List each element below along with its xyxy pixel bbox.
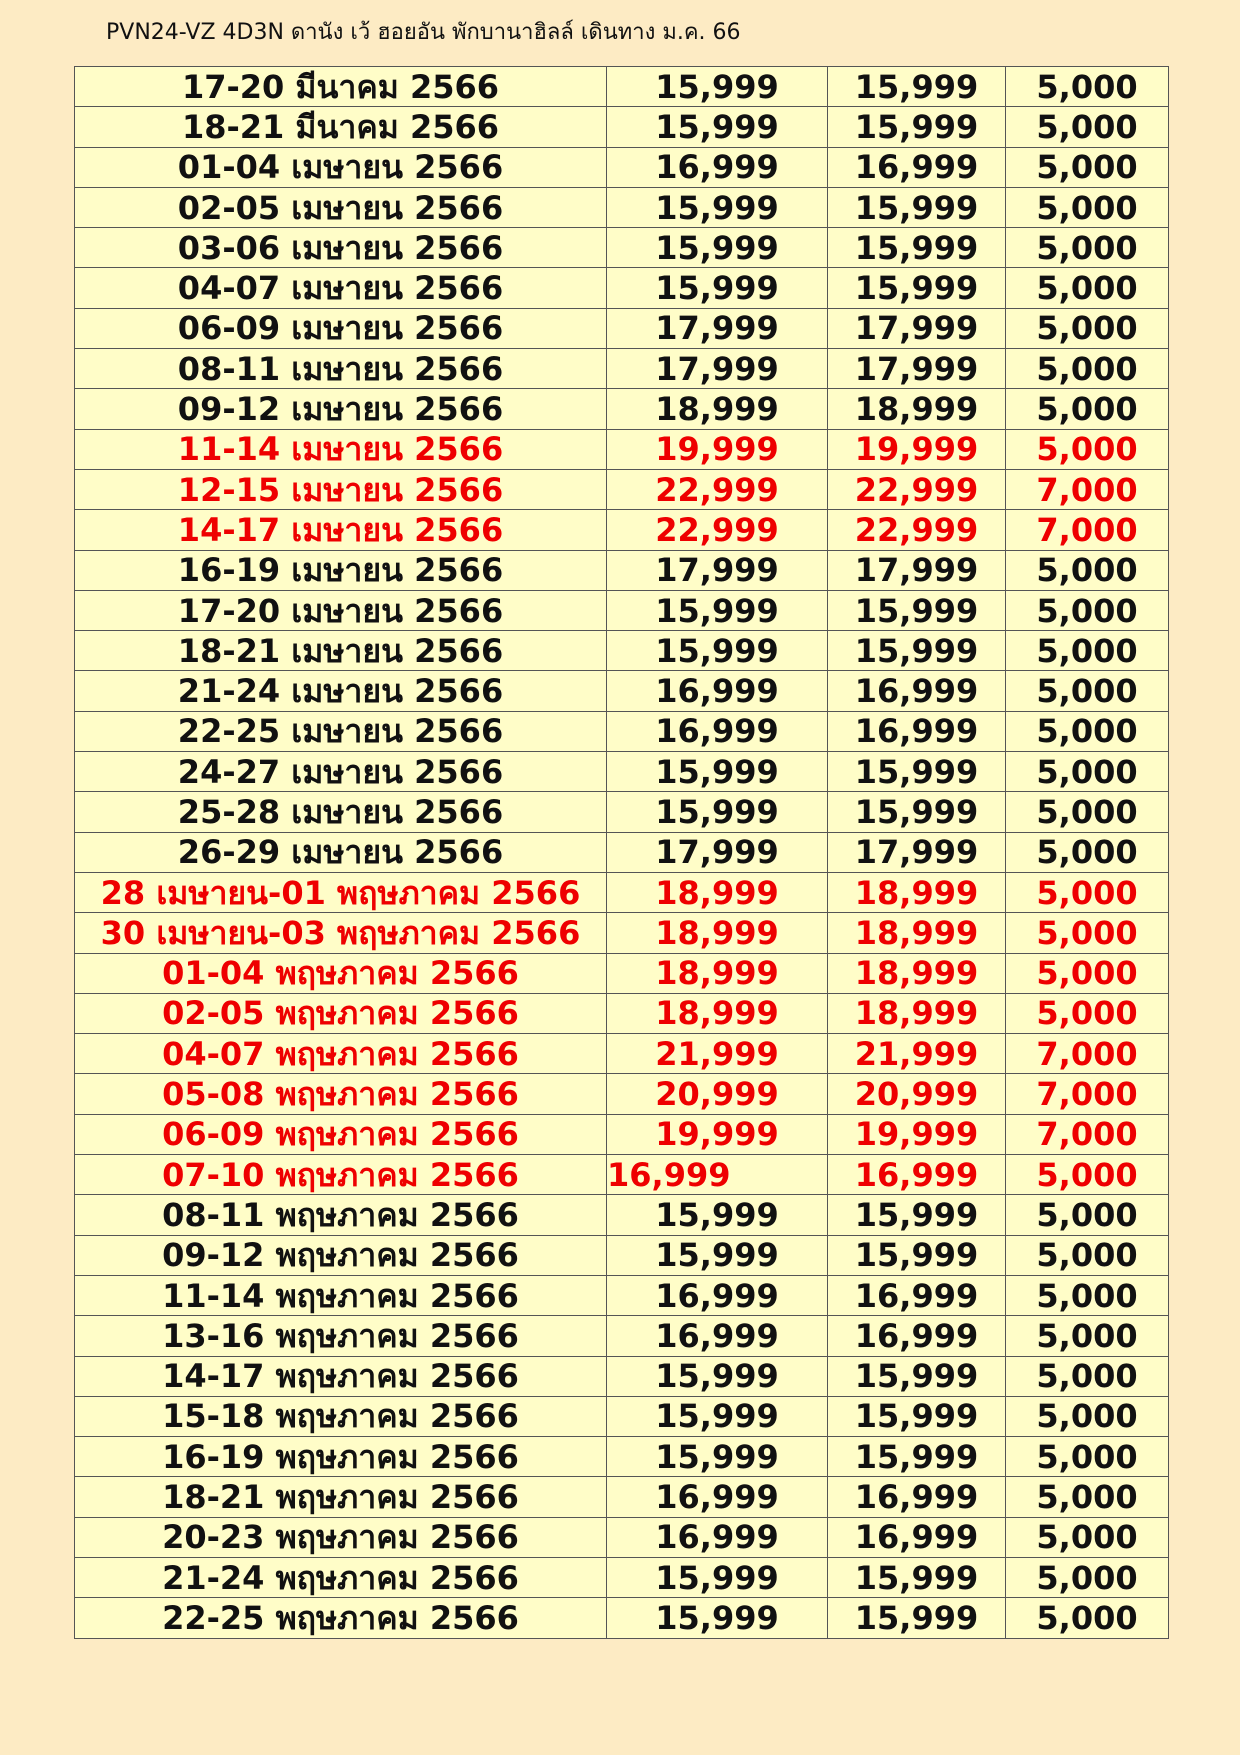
price-cell-3: 5,000 xyxy=(1006,631,1169,671)
price-cell-2: 16,999 xyxy=(828,1316,1006,1356)
table-row xyxy=(75,1557,1169,1597)
price-cell-1: 15,999 xyxy=(607,631,828,671)
price-cell-3: 5,000 xyxy=(1006,389,1169,429)
price-cell-2: 18,999 xyxy=(828,913,1006,953)
price-cell-3: 7,000 xyxy=(1006,469,1169,509)
price-cell-2: 18,999 xyxy=(828,872,1006,912)
departure-date-cell: 06-09 เมษายน 2566 xyxy=(75,308,607,348)
price-cell-2: 19,999 xyxy=(828,429,1006,469)
price-table xyxy=(74,66,1169,1639)
table-row xyxy=(75,510,1169,550)
price-cell-2: 17,999 xyxy=(828,308,1006,348)
table-row xyxy=(75,187,1169,227)
price-cell-1: 16,999 xyxy=(607,1275,828,1315)
table-row xyxy=(75,993,1169,1033)
price-cell-2: 15,999 xyxy=(828,1557,1006,1597)
price-cell-1: 15,999 xyxy=(607,107,828,147)
price-cell-2: 18,999 xyxy=(828,993,1006,1033)
price-cell-1: 22,999 xyxy=(607,510,828,550)
price-cell-3: 7,000 xyxy=(1006,1074,1169,1114)
departure-date-cell: 28 เมษายน-01 พฤษภาคม 2566 xyxy=(75,872,607,912)
price-cell-1: 17,999 xyxy=(607,349,828,389)
table-row xyxy=(75,913,1169,953)
departure-date-cell: 18-21 พฤษภาคม 2566 xyxy=(75,1477,607,1517)
departure-date-cell: 11-14 พฤษภาคม 2566 xyxy=(75,1275,607,1315)
price-cell-3: 5,000 xyxy=(1006,752,1169,792)
table-row xyxy=(75,349,1169,389)
departure-date-cell: 21-24 พฤษภาคม 2566 xyxy=(75,1557,607,1597)
departure-date-cell: 04-07 เมษายน 2566 xyxy=(75,268,607,308)
price-cell-2: 15,999 xyxy=(828,228,1006,268)
price-cell-1: 15,999 xyxy=(607,1235,828,1275)
price-cell-1: 22,999 xyxy=(607,469,828,509)
price-cell-2: 15,999 xyxy=(828,187,1006,227)
table-row xyxy=(75,1356,1169,1396)
price-cell-1: 19,999 xyxy=(607,1114,828,1154)
price-cell-1: 16,999 xyxy=(607,671,828,711)
price-cell-2: 19,999 xyxy=(828,1114,1006,1154)
price-cell-2: 15,999 xyxy=(828,1195,1006,1235)
price-cell-3: 5,000 xyxy=(1006,993,1169,1033)
price-cell-1: 15,999 xyxy=(607,228,828,268)
departure-date-cell: 17-20 มีนาคม 2566 xyxy=(75,67,607,107)
departure-date-cell: 14-17 พฤษภาคม 2566 xyxy=(75,1356,607,1396)
table-row xyxy=(75,671,1169,711)
departure-date-cell: 01-04 พฤษภาคม 2566 xyxy=(75,953,607,993)
price-cell-1: 17,999 xyxy=(607,308,828,348)
table-row xyxy=(75,1155,1169,1195)
departure-date-cell: 04-07 พฤษภาคม 2566 xyxy=(75,1034,607,1074)
price-cell-3: 5,000 xyxy=(1006,1235,1169,1275)
price-cell-1: 18,999 xyxy=(607,872,828,912)
price-cell-2: 15,999 xyxy=(828,268,1006,308)
price-cell-2: 17,999 xyxy=(828,349,1006,389)
price-cell-2: 15,999 xyxy=(828,590,1006,630)
price-cell-3: 5,000 xyxy=(1006,187,1169,227)
departure-date-cell: 09-12 พฤษภาคม 2566 xyxy=(75,1235,607,1275)
departure-date-cell: 05-08 พฤษภาคม 2566 xyxy=(75,1074,607,1114)
table-row xyxy=(75,1517,1169,1557)
price-cell-1: 16,999 xyxy=(607,1517,828,1557)
price-cell-2: 15,999 xyxy=(828,1356,1006,1396)
price-cell-3: 5,000 xyxy=(1006,429,1169,469)
price-cell-3: 5,000 xyxy=(1006,590,1169,630)
price-cell-1: 16,999 xyxy=(607,147,828,187)
departure-date-cell: 25-28 เมษายน 2566 xyxy=(75,792,607,832)
departure-date-cell: 09-12 เมษายน 2566 xyxy=(75,389,607,429)
price-cell-1: 19,999 xyxy=(607,429,828,469)
price-cell-1: 15,999 xyxy=(607,752,828,792)
price-cell-1: 18,999 xyxy=(607,993,828,1033)
price-cell-3: 5,000 xyxy=(1006,1437,1169,1477)
price-cell-2: 16,999 xyxy=(828,711,1006,751)
table-row xyxy=(75,147,1169,187)
departure-date-cell: 17-20 เมษายน 2566 xyxy=(75,590,607,630)
table-row xyxy=(75,429,1169,469)
price-cell-3: 5,000 xyxy=(1006,1275,1169,1315)
departure-date-cell: 21-24 เมษายน 2566 xyxy=(75,671,607,711)
price-cell-3: 5,000 xyxy=(1006,1598,1169,1638)
price-cell-2: 15,999 xyxy=(828,1598,1006,1638)
price-cell-1: 20,999 xyxy=(607,1074,828,1114)
price-cell-3: 5,000 xyxy=(1006,1316,1169,1356)
price-cell-2: 15,999 xyxy=(828,107,1006,147)
table-row xyxy=(75,268,1169,308)
price-cell-1: 17,999 xyxy=(607,832,828,872)
table-row xyxy=(75,67,1169,107)
price-cell-3: 5,000 xyxy=(1006,107,1169,147)
price-cell-3: 5,000 xyxy=(1006,1356,1169,1396)
table-row xyxy=(75,631,1169,671)
price-cell-3: 5,000 xyxy=(1006,67,1169,107)
price-cell-3: 5,000 xyxy=(1006,832,1169,872)
price-cell-2: 15,999 xyxy=(828,67,1006,107)
price-cell-3: 5,000 xyxy=(1006,711,1169,751)
table-row xyxy=(75,308,1169,348)
price-cell-3: 5,000 xyxy=(1006,308,1169,348)
price-cell-3: 5,000 xyxy=(1006,872,1169,912)
price-cell-3: 5,000 xyxy=(1006,1155,1169,1195)
price-cell-1: 15,999 xyxy=(607,1396,828,1436)
table-row xyxy=(75,1275,1169,1315)
table-row xyxy=(75,1396,1169,1436)
departure-date-cell: 13-16 พฤษภาคม 2566 xyxy=(75,1316,607,1356)
price-cell-2: 17,999 xyxy=(828,550,1006,590)
departure-date-cell: 18-21 เมษายน 2566 xyxy=(75,631,607,671)
table-row xyxy=(75,469,1169,509)
price-cell-1: 15,999 xyxy=(607,1356,828,1396)
price-cell-2: 15,999 xyxy=(828,752,1006,792)
price-cell-3: 5,000 xyxy=(1006,268,1169,308)
table-row xyxy=(75,1114,1169,1154)
price-cell-1: 18,999 xyxy=(607,913,828,953)
table-row xyxy=(75,1074,1169,1114)
price-cell-2: 16,999 xyxy=(828,671,1006,711)
page-title: PVN24-VZ 4D3N ดานัง เว้ ฮอยอัน พักบานาฮิลล์ เดินทาง ม.ค. 66 xyxy=(106,20,741,45)
price-cell-2: 20,999 xyxy=(828,1074,1006,1114)
price-cell-3: 5,000 xyxy=(1006,953,1169,993)
price-cell-2: 16,999 xyxy=(828,147,1006,187)
departure-date-cell: 26-29 เมษายน 2566 xyxy=(75,832,607,872)
price-cell-3: 5,000 xyxy=(1006,792,1169,832)
price-cell-1: 16,999 xyxy=(607,711,828,751)
departure-date-cell: 22-25 พฤษภาคม 2566 xyxy=(75,1598,607,1638)
price-cell-2: 18,999 xyxy=(828,389,1006,429)
table-row xyxy=(75,1034,1169,1074)
price-cell-1: 15,999 xyxy=(607,1195,828,1235)
price-cell-3: 5,000 xyxy=(1006,1195,1169,1235)
price-cell-1: 21,999 xyxy=(607,1034,828,1074)
table-row xyxy=(75,953,1169,993)
price-cell-2: 22,999 xyxy=(828,510,1006,550)
price-cell-2: 16,999 xyxy=(828,1275,1006,1315)
departure-date-cell: 03-06 เมษายน 2566 xyxy=(75,228,607,268)
price-cell-2: 16,999 xyxy=(828,1477,1006,1517)
price-cell-3: 5,000 xyxy=(1006,147,1169,187)
table-row xyxy=(75,107,1169,147)
departure-date-cell: 16-19 เมษายน 2566 xyxy=(75,550,607,590)
price-cell-1: 15,999 xyxy=(607,187,828,227)
departure-date-cell: 20-23 พฤษภาคม 2566 xyxy=(75,1517,607,1557)
price-cell-1: 17,999 xyxy=(607,550,828,590)
price-cell-3: 5,000 xyxy=(1006,228,1169,268)
price-cell-2: 15,999 xyxy=(828,631,1006,671)
price-cell-2: 16,999 xyxy=(828,1517,1006,1557)
departure-date-cell: 15-18 พฤษภาคม 2566 xyxy=(75,1396,607,1436)
price-cell-1: 16,999 xyxy=(607,1155,828,1195)
departure-date-cell: 24-27 เมษายน 2566 xyxy=(75,752,607,792)
table-row xyxy=(75,228,1169,268)
table-row xyxy=(75,1195,1169,1235)
departure-date-cell: 02-05 พฤษภาคม 2566 xyxy=(75,993,607,1033)
price-cell-2: 21,999 xyxy=(828,1034,1006,1074)
table-row xyxy=(75,832,1169,872)
departure-date-cell: 08-11 พฤษภาคม 2566 xyxy=(75,1195,607,1235)
price-cell-1: 18,999 xyxy=(607,953,828,993)
departure-date-cell: 12-15 เมษายน 2566 xyxy=(75,469,607,509)
price-cell-2: 17,999 xyxy=(828,832,1006,872)
price-cell-1: 15,999 xyxy=(607,268,828,308)
departure-date-cell: 02-05 เมษายน 2566 xyxy=(75,187,607,227)
price-cell-2: 15,999 xyxy=(828,1235,1006,1275)
price-cell-2: 22,999 xyxy=(828,469,1006,509)
table-row xyxy=(75,752,1169,792)
price-cell-3: 5,000 xyxy=(1006,1396,1169,1436)
departure-date-cell: 01-04 เมษายน 2566 xyxy=(75,147,607,187)
price-cell-3: 7,000 xyxy=(1006,1114,1169,1154)
price-cell-3: 5,000 xyxy=(1006,1477,1169,1517)
departure-date-cell: 07-10 พฤษภาคม 2566 xyxy=(75,1155,607,1195)
price-cell-3: 5,000 xyxy=(1006,550,1169,590)
price-cell-1: 15,999 xyxy=(607,1437,828,1477)
price-cell-3: 5,000 xyxy=(1006,671,1169,711)
table-row xyxy=(75,389,1169,429)
price-cell-2: 18,999 xyxy=(828,953,1006,993)
price-cell-1: 16,999 xyxy=(607,1477,828,1517)
price-cell-3: 7,000 xyxy=(1006,510,1169,550)
price-cell-1: 18,999 xyxy=(607,389,828,429)
table-row xyxy=(75,1316,1169,1356)
departure-date-cell: 16-19 พฤษภาคม 2566 xyxy=(75,1437,607,1477)
price-cell-1: 15,999 xyxy=(607,1598,828,1638)
price-cell-3: 5,000 xyxy=(1006,349,1169,389)
table-row xyxy=(75,711,1169,751)
departure-date-cell: 18-21 มีนาคม 2566 xyxy=(75,107,607,147)
price-table-body xyxy=(75,67,1169,1639)
table-row xyxy=(75,590,1169,630)
price-cell-1: 15,999 xyxy=(607,67,828,107)
price-cell-2: 16,999 xyxy=(828,1155,1006,1195)
price-cell-2: 15,999 xyxy=(828,792,1006,832)
table-row xyxy=(75,550,1169,590)
departure-date-cell: 06-09 พฤษภาคม 2566 xyxy=(75,1114,607,1154)
departure-date-cell: 22-25 เมษายน 2566 xyxy=(75,711,607,751)
price-cell-1: 15,999 xyxy=(607,590,828,630)
table-row xyxy=(75,792,1169,832)
table-row xyxy=(75,872,1169,912)
price-cell-2: 15,999 xyxy=(828,1437,1006,1477)
departure-date-cell: 11-14 เมษายน 2566 xyxy=(75,429,607,469)
table-row xyxy=(75,1235,1169,1275)
price-cell-2: 15,999 xyxy=(828,1396,1006,1436)
price-cell-1: 16,999 xyxy=(607,1316,828,1356)
departure-date-cell: 30 เมษายน-03 พฤษภาคม 2566 xyxy=(75,913,607,953)
departure-date-cell: 14-17 เมษายน 2566 xyxy=(75,510,607,550)
price-cell-3: 5,000 xyxy=(1006,1557,1169,1597)
price-cell-3: 5,000 xyxy=(1006,1517,1169,1557)
price-cell-3: 5,000 xyxy=(1006,913,1169,953)
table-row xyxy=(75,1437,1169,1477)
table-row xyxy=(75,1477,1169,1517)
price-cell-3: 7,000 xyxy=(1006,1034,1169,1074)
departure-date-cell: 08-11 เมษายน 2566 xyxy=(75,349,607,389)
price-cell-1: 15,999 xyxy=(607,792,828,832)
price-cell-1: 15,999 xyxy=(607,1557,828,1597)
table-row xyxy=(75,1598,1169,1638)
